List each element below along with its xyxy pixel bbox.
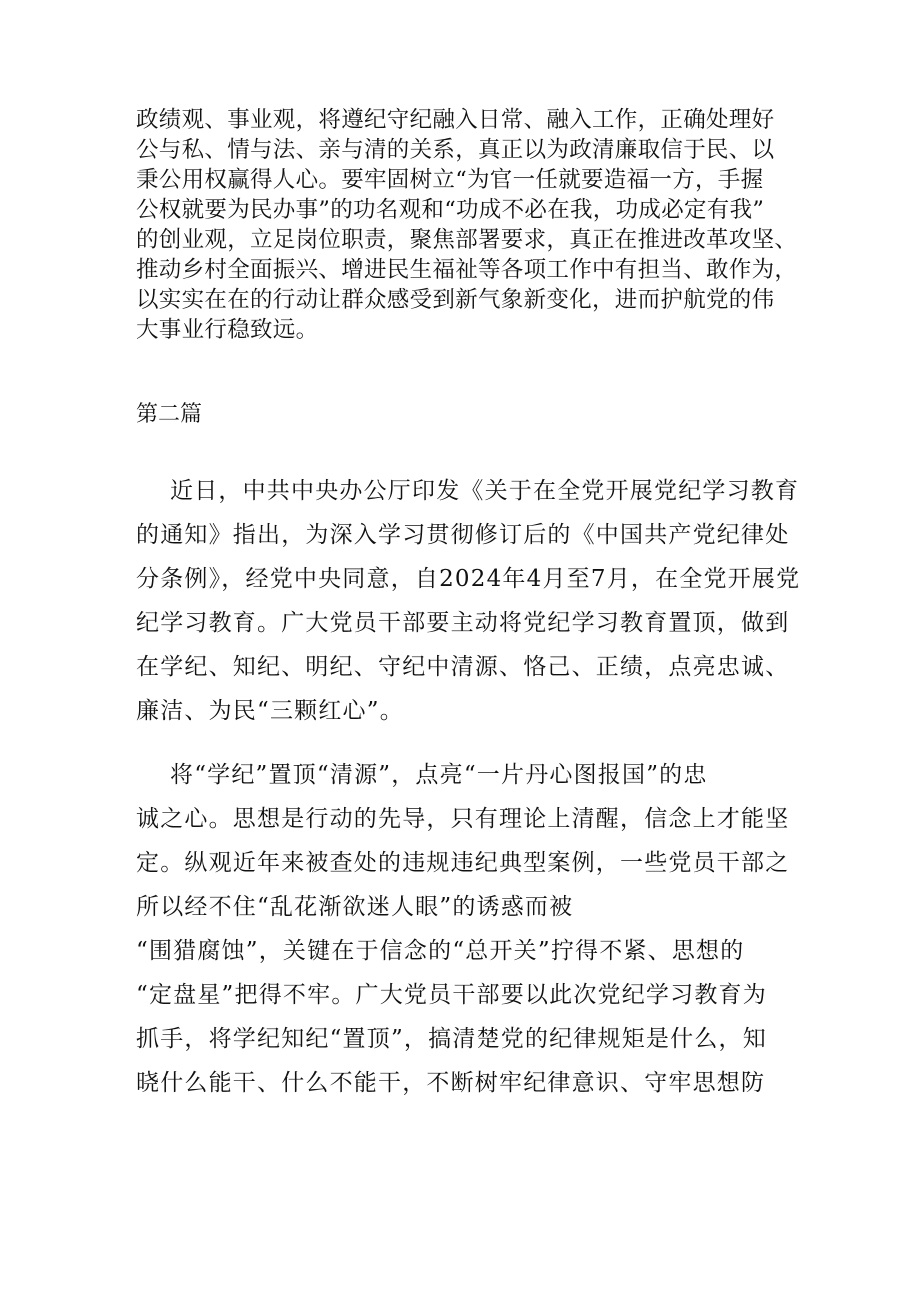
text-line: 大事业行稳致远。 <box>136 317 319 343</box>
section-heading: 第二篇 <box>136 402 203 427</box>
text-line: 将“学纪”置顶“清源”，点亮“一片丹心图报国”的忠 <box>170 762 708 788</box>
text-line: 的通知》指出，为深入学习贯彻修订后的《中国共产党纪律处 <box>136 522 790 548</box>
text-line: 纪学习教育。广大党员干部要主动将党纪学习教育置顶，做到 <box>136 610 790 636</box>
text-line: 公权就要为民办事”的功名观和“功成不必在我，功成必定有我” <box>136 197 765 223</box>
text-line: 近日，中共中央办公厅印发《关于在全党开展党纪学习教育 <box>170 478 800 504</box>
text-line: 定。纵观近年来被查处的违规违纪典型案例，一些党员干部之 <box>136 850 790 876</box>
text-line: 所以经不住“乱花渐欲迷人眼”的诱惑而被 <box>136 894 574 920</box>
text-line: 诚之心。思想是行动的先导，只有理论上清醒，信念上才能坚 <box>136 806 790 832</box>
text-line: 推动乡村全面振兴、增进民生福祉等各项工作中有担当、敢作为， <box>136 257 798 283</box>
text-line: 公与私、情与法、亲与清的关系，真正以为政清廉取信于民、以 <box>136 137 775 163</box>
text-line: 政绩观、事业观，将遵纪守纪融入日常、融入工作，正确处理好 <box>136 107 775 133</box>
text-line: “围猎腐蚀”，关键在于信念的“总开关”拧得不紧、思想的 <box>136 938 745 964</box>
text-line: 的创业观，立足岗位职责，聚焦部署要求，真正在推进改革攻坚、 <box>136 227 798 253</box>
text-line: 在学纪、知纪、明纪、守纪中清源、恪己、正绩，点亮忠诚、 <box>136 654 790 680</box>
text-line: 以实实在在的行动让群众感受到新气象新变化，进而护航党的伟 <box>136 287 775 313</box>
text-line: 抓手，将学纪知纪“置顶”，搞清楚党的纪律规矩是什么，知 <box>136 1026 767 1052</box>
text-line: “定盘星”把得不牢。广大党员干部要以此次党纪学习教育为 <box>136 982 767 1008</box>
text-line: 分条例》，经党中央同意，自2024年4月至7月，在全党开展党 <box>136 566 801 592</box>
text-line: 晓什么能干、什么不能干，不断树牢纪律意识、守牢思想防 <box>136 1070 766 1096</box>
text-line: 廉洁、为民“三颗红心”。 <box>136 698 404 724</box>
text-line: 秉公用权赢得人心。要牢固树立“为官一任就要造福一方，手握 <box>136 167 764 193</box>
